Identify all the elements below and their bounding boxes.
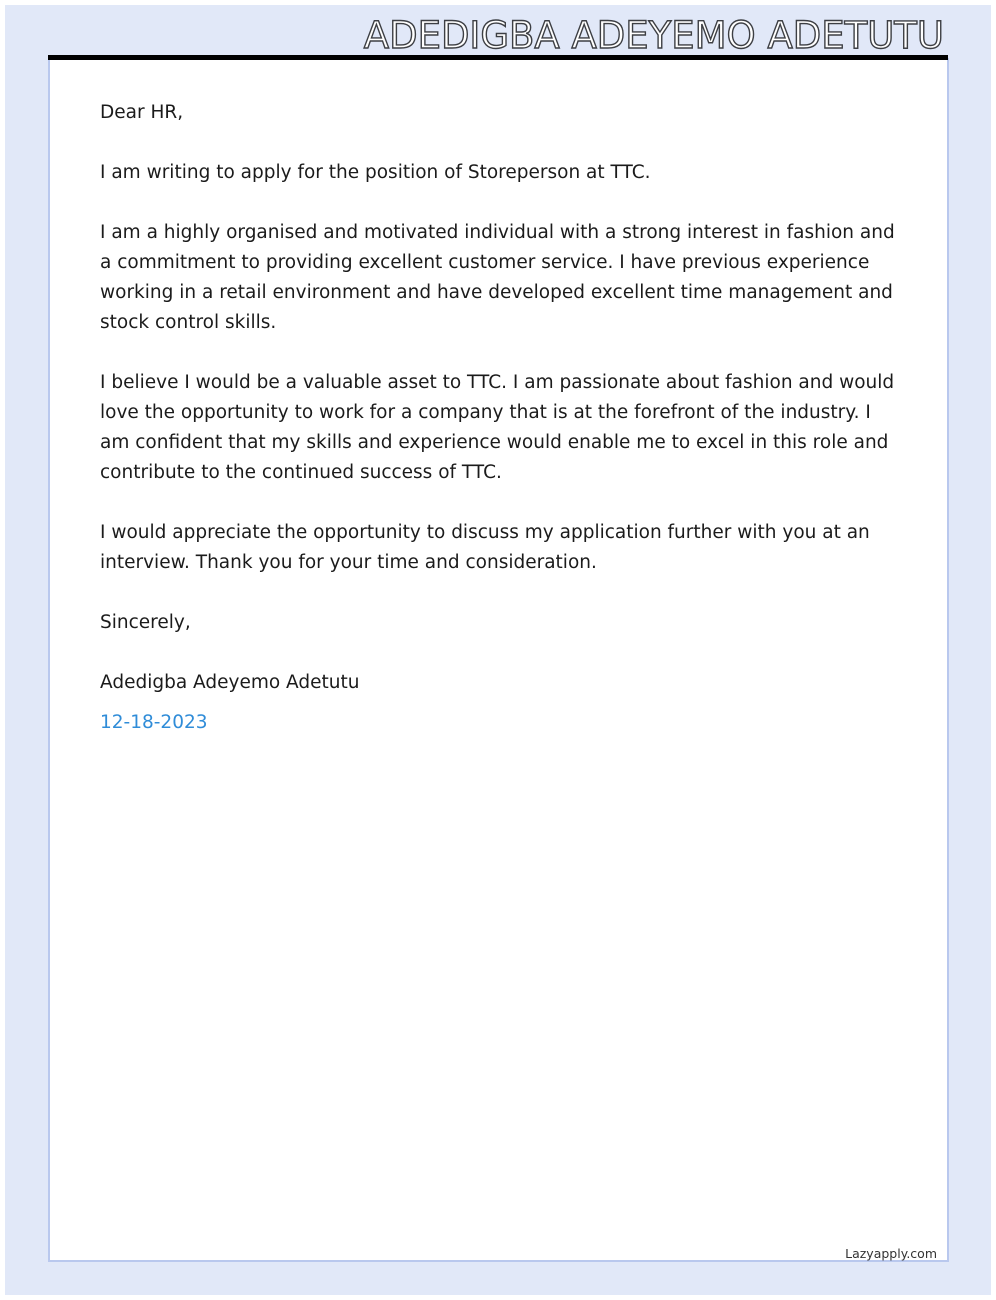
paragraph-experience: I am a highly organised and motivated individual with a strong interest in fashion and a commitment to providing excellent customer service. I have previous experience working in a retail environment and have developed excellent time management and stock control skills. [100,222,895,333]
footer-brand: Lazyapply.com [845,1246,937,1261]
paragraph-closing-request: I would appreciate the opportunity to discuss my application further with you at an interview. Thank you for your time and consideration. [100,522,870,573]
salutation: Dear HR, [100,102,184,123]
letter-date: 12-18-2023 [100,712,208,733]
applicant-name-heading: ADEDIGBA ADEYEMO ADETUTU [363,14,944,57]
cover-letter-body [100,98,900,768]
paragraph-motivation: I believe I would be a valuable asset to TTC. I am passionate about fashion and would love the opportunity to work for a company that is at the forefront of the industry. I am confident that my skills and experience would enable me to excel in this role and contribute to the continued success of TTC. [100,372,895,483]
closing: Sincerely, [100,612,191,633]
paragraph-intro: I am writing to apply for the position of Storeperson at TTC. [100,162,651,183]
signature-name: Adedigba Adeyemo Adetutu [100,672,360,693]
